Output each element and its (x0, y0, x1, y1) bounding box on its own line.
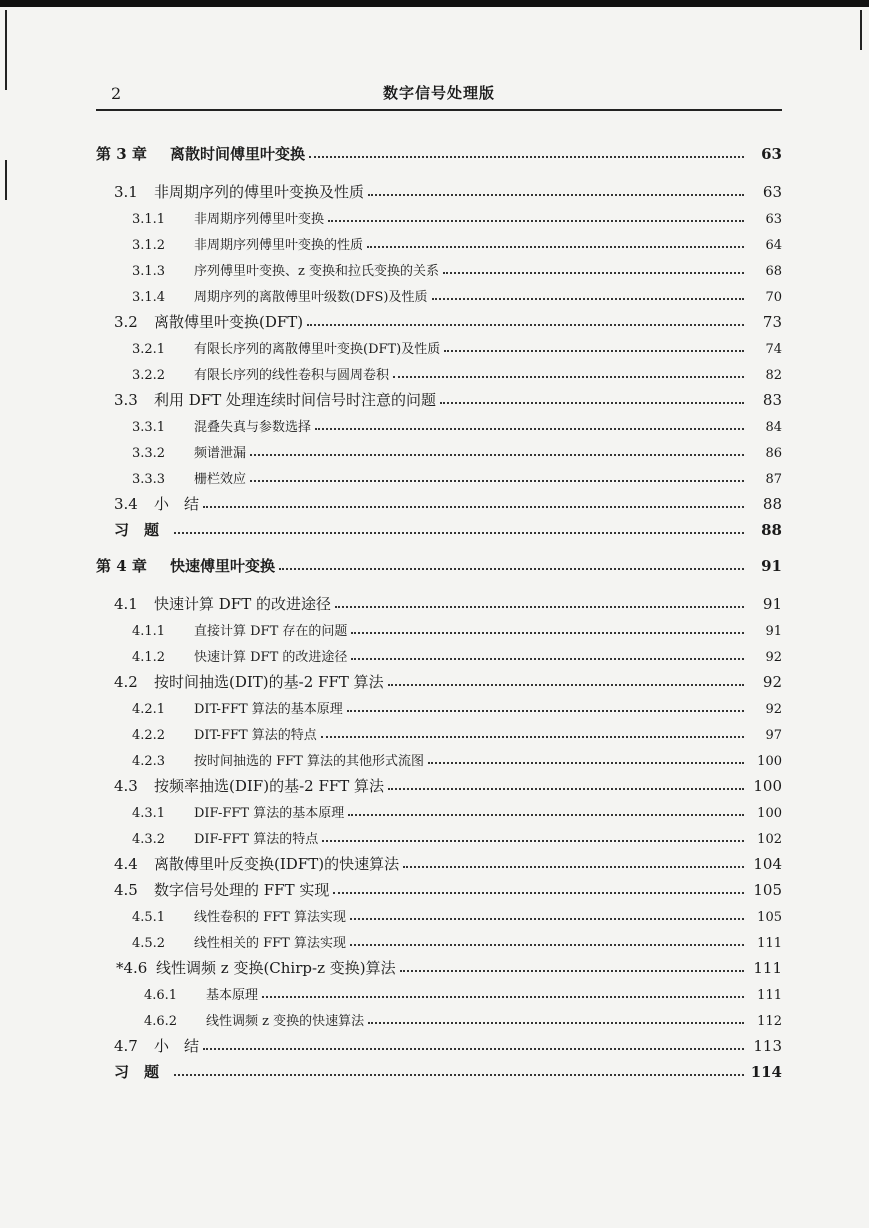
dot-leader (367, 245, 744, 248)
toc-entry-number: 3.1.4 (132, 290, 166, 305)
toc-entry-number: 第 4 章 (96, 557, 147, 575)
toc-entry-number: 4.3.2 (132, 832, 166, 847)
dot-leader (388, 787, 744, 790)
toc-entry-title: 利用 DFT 处理连续时间信号时注意的问题 (154, 391, 436, 409)
toc-entry-number: 3.2.1 (132, 342, 166, 357)
toc-entry-number: 3.2.2 (132, 368, 166, 383)
toc-entry-page: 111 (753, 959, 782, 977)
toc-entry-number: 3.1.3 (132, 264, 166, 279)
toc-entry[interactable] (96, 140, 782, 162)
dot-leader (322, 839, 744, 842)
toc-entry-number: 4.2.2 (132, 728, 166, 743)
toc-entry-page: 105 (753, 881, 782, 899)
dot-leader (368, 193, 744, 196)
toc-entry-title: 按时间抽选的 FFT 算法的其他形式流图 (194, 754, 424, 769)
running-title: 数字信号处理版 (383, 84, 496, 102)
toc-entry[interactable] (132, 360, 782, 382)
dot-leader (328, 219, 744, 222)
toc-entry-number: *4.6 (116, 959, 148, 977)
toc-entry-page: 82 (765, 368, 782, 383)
dot-leader (250, 479, 744, 482)
dot-leader (333, 891, 744, 894)
dot-leader (347, 709, 744, 712)
toc-entry-number: 3.3.3 (132, 472, 166, 487)
dot-leader (440, 401, 744, 404)
toc-entry-title: DIT-FFT 算法的基本原理 (194, 702, 343, 717)
toc-entry[interactable] (144, 980, 782, 1002)
toc-entry-page: 63 (765, 212, 782, 227)
dot-leader (309, 155, 744, 158)
toc-entry-page: 100 (757, 754, 782, 769)
toc-entry[interactable] (132, 720, 782, 742)
page-number: 2 (111, 84, 122, 103)
toc-entry[interactable] (132, 334, 782, 356)
toc-entry[interactable] (132, 256, 782, 278)
toc-entry-title: 离散时间傅里叶变换 (170, 145, 306, 163)
toc-entry[interactable] (114, 850, 782, 872)
toc-entry-page: 88 (761, 521, 782, 539)
toc-entry-page: 83 (762, 391, 782, 409)
toc-entry[interactable] (132, 282, 782, 304)
dot-leader (388, 683, 744, 686)
toc-entry-title: 非周期序列的傅里叶变换及性质 (154, 183, 365, 201)
toc-entry-number: 4.1.1 (132, 624, 166, 639)
dot-leader (279, 567, 744, 570)
toc-entry-number: 3.2 (114, 313, 138, 331)
toc-entry-title: 有限长序列的离散傅里叶变换(DFT)及性质 (194, 342, 441, 357)
toc-entry[interactable] (114, 490, 782, 512)
toc-entry-page: 91 (762, 595, 782, 613)
toc-entry-title: 快速傅里叶变换 (170, 557, 276, 575)
toc-entry[interactable] (116, 954, 782, 976)
toc-entry-title: 混叠失真与参数选择 (194, 420, 312, 435)
toc-entry-page: 114 (750, 1063, 782, 1081)
dot-leader (432, 297, 745, 300)
toc-entry[interactable] (132, 902, 782, 924)
toc-entry-number: 3.3.1 (132, 420, 166, 435)
toc-entry-number: 3.1.2 (132, 238, 166, 253)
toc-entry-title: 线性相关的 FFT 算法实现 (194, 936, 346, 951)
toc-entry-title: 快速计算 DFT 的改进途径 (154, 595, 331, 613)
toc-entry[interactable] (114, 386, 782, 408)
dot-leader (348, 813, 744, 816)
toc-entry-page: 87 (765, 472, 782, 487)
toc-entry-title: 离散傅里叶变换(DFT) (154, 313, 304, 331)
toc-entry[interactable] (132, 412, 782, 434)
toc-entry-title: 线性卷积的 FFT 算法实现 (194, 910, 346, 925)
toc-entry-page: 111 (757, 936, 782, 951)
toc-entry-number: 第 3 章 (96, 145, 147, 163)
toc-entry[interactable] (132, 798, 782, 820)
toc-entry-number: 4.5.1 (132, 910, 166, 925)
toc-entry-title: 有限长序列的线性卷积与圆周卷积 (194, 368, 390, 383)
dot-leader (393, 375, 744, 378)
toc-entry-number: 4.5 (114, 881, 138, 899)
toc-entry-title: 数字信号处理的 FFT 实现 (154, 881, 330, 899)
toc-entry-title: 序列傅里叶变换、z 变换和拉氏变换的关系 (194, 264, 439, 279)
dot-leader (351, 657, 744, 660)
toc-entry-page: 74 (765, 342, 782, 357)
dot-leader (403, 865, 744, 868)
toc-entry[interactable] (132, 616, 782, 638)
toc-entry-title: DIT-FFT 算法的特点 (194, 728, 317, 743)
toc-entry[interactable] (132, 928, 782, 950)
toc-entry-number: 3.3 (114, 391, 138, 409)
toc-entry-title: 栅栏效应 (194, 472, 247, 487)
toc-entry[interactable] (114, 1032, 782, 1054)
toc-entry-number: 4.3 (114, 777, 138, 795)
dot-leader (250, 453, 744, 456)
toc-entry-number: 4.3.1 (132, 806, 166, 821)
toc-entry-number: 4.2 (114, 673, 138, 691)
toc-entry-number: 4.1 (114, 595, 138, 613)
dot-leader (315, 427, 744, 430)
toc-entry-title: 非周期序列傅里叶变换的性质 (194, 238, 364, 253)
toc-entry-number: 习 题 (114, 521, 160, 539)
toc-entry-title: 按时间抽选(DIT)的基-2 FFT 算法 (154, 673, 384, 691)
dot-leader (350, 917, 744, 920)
dot-leader (174, 531, 744, 534)
toc-entry-number: 4.2.1 (132, 702, 166, 717)
toc-entry-page: 86 (765, 446, 782, 461)
toc-entry-page: 84 (765, 420, 782, 435)
toc-entry-number: 3.1 (114, 183, 138, 201)
toc-entry[interactable] (114, 772, 782, 794)
toc-entry-page: 113 (753, 1037, 782, 1055)
toc-entry[interactable] (132, 438, 782, 460)
toc-entry[interactable] (114, 1058, 782, 1080)
toc-entry-page: 64 (765, 238, 782, 253)
toc-entry-title: 频谱泄漏 (194, 446, 247, 461)
toc-entry-page: 97 (765, 728, 782, 743)
toc-entry-page: 104 (753, 855, 782, 873)
toc-entry[interactable] (114, 876, 782, 898)
dot-leader (350, 943, 744, 946)
toc-entry-page: 105 (757, 910, 782, 925)
dot-leader (335, 605, 744, 608)
toc-entry-page: 63 (761, 145, 782, 163)
toc-entry-number: 4.2.3 (132, 754, 166, 769)
toc-entry[interactable] (132, 464, 782, 486)
toc-entry-page: 70 (765, 290, 782, 305)
dot-leader (400, 969, 744, 972)
toc-entry-title: 基本原理 (206, 988, 259, 1003)
toc-entry-number: 4.1.2 (132, 650, 166, 665)
toc-entry-page: 100 (757, 806, 782, 821)
toc-entry[interactable] (114, 590, 782, 612)
toc-entry-page: 88 (762, 495, 782, 513)
toc-entry-title: 周期序列的离散傅里叶级数(DFS)及性质 (194, 290, 428, 305)
toc-entry-number: 4.6.2 (144, 1014, 178, 1029)
toc-entry-number: 4.5.2 (132, 936, 166, 951)
dot-leader (174, 1073, 744, 1076)
dot-leader (444, 349, 744, 352)
toc-entry[interactable] (114, 308, 782, 330)
dot-leader (203, 505, 744, 508)
toc-entry-number: 3.3.2 (132, 446, 166, 461)
dot-leader (351, 631, 744, 634)
toc-entry[interactable] (132, 642, 782, 664)
toc-entry-page: 92 (765, 650, 782, 665)
toc-entry-number: 4.4 (114, 855, 138, 873)
toc-entry-title: 小 结 (154, 495, 200, 513)
dot-leader (443, 271, 744, 274)
dot-leader (321, 735, 744, 738)
toc-entry[interactable] (132, 230, 782, 252)
toc-entry-number: 4.7 (114, 1037, 138, 1055)
toc-entry-page: 91 (761, 557, 782, 575)
dot-leader (307, 323, 744, 326)
toc-entry-number: 4.6.1 (144, 988, 178, 1003)
toc-entry-title: 小 结 (154, 1037, 200, 1055)
toc-entry-title: 离散傅里叶反变换(IDFT)的快速算法 (154, 855, 400, 873)
toc-entry-page: 92 (765, 702, 782, 717)
dot-leader (368, 1021, 744, 1024)
toc-entry-page: 112 (757, 1014, 782, 1029)
toc-entry-title: DIF-FFT 算法的基本原理 (194, 806, 345, 821)
toc-entry[interactable] (132, 204, 782, 226)
toc-entry-page: 73 (762, 313, 782, 331)
toc-entry-number: 3.1.1 (132, 212, 166, 227)
toc-entry-title: 快速计算 DFT 的改进途径 (194, 650, 348, 665)
toc-entry-title: 直接计算 DFT 存在的问题 (194, 624, 348, 639)
toc-entry[interactable] (114, 178, 782, 200)
toc-entry[interactable] (96, 552, 782, 574)
dot-leader (203, 1047, 744, 1050)
toc-entry[interactable] (132, 694, 782, 716)
toc-entry-number: 习 题 (114, 1063, 160, 1081)
toc-entry-title: DIF-FFT 算法的特点 (194, 832, 319, 847)
dot-leader (428, 761, 744, 764)
toc-entry-title: 按频率抽选(DIF)的基-2 FFT 算法 (154, 777, 385, 795)
toc-entry-title: 线性调频 z 变换的快速算法 (206, 1014, 365, 1029)
toc-entry-page: 63 (762, 183, 782, 201)
toc-entry[interactable] (114, 668, 782, 690)
toc-entry[interactable] (132, 746, 782, 768)
toc-entry-number: 3.4 (114, 495, 138, 513)
toc-entry[interactable] (114, 516, 782, 538)
toc-entry-page: 91 (765, 624, 782, 639)
toc-entry-title: 非周期序列傅里叶变换 (194, 212, 325, 227)
dot-leader (262, 995, 744, 998)
toc-entry-page: 102 (757, 832, 782, 847)
toc-entry-title: 线性调频 z 变换(Chirp-z 变换)算法 (156, 959, 396, 977)
toc-entry-page: 111 (757, 988, 782, 1003)
toc-entry[interactable] (144, 1006, 782, 1028)
toc-entry[interactable] (132, 824, 782, 846)
toc-entry-page: 100 (753, 777, 782, 795)
toc-entry-page: 68 (765, 264, 782, 279)
toc-entry-page: 92 (762, 673, 782, 691)
